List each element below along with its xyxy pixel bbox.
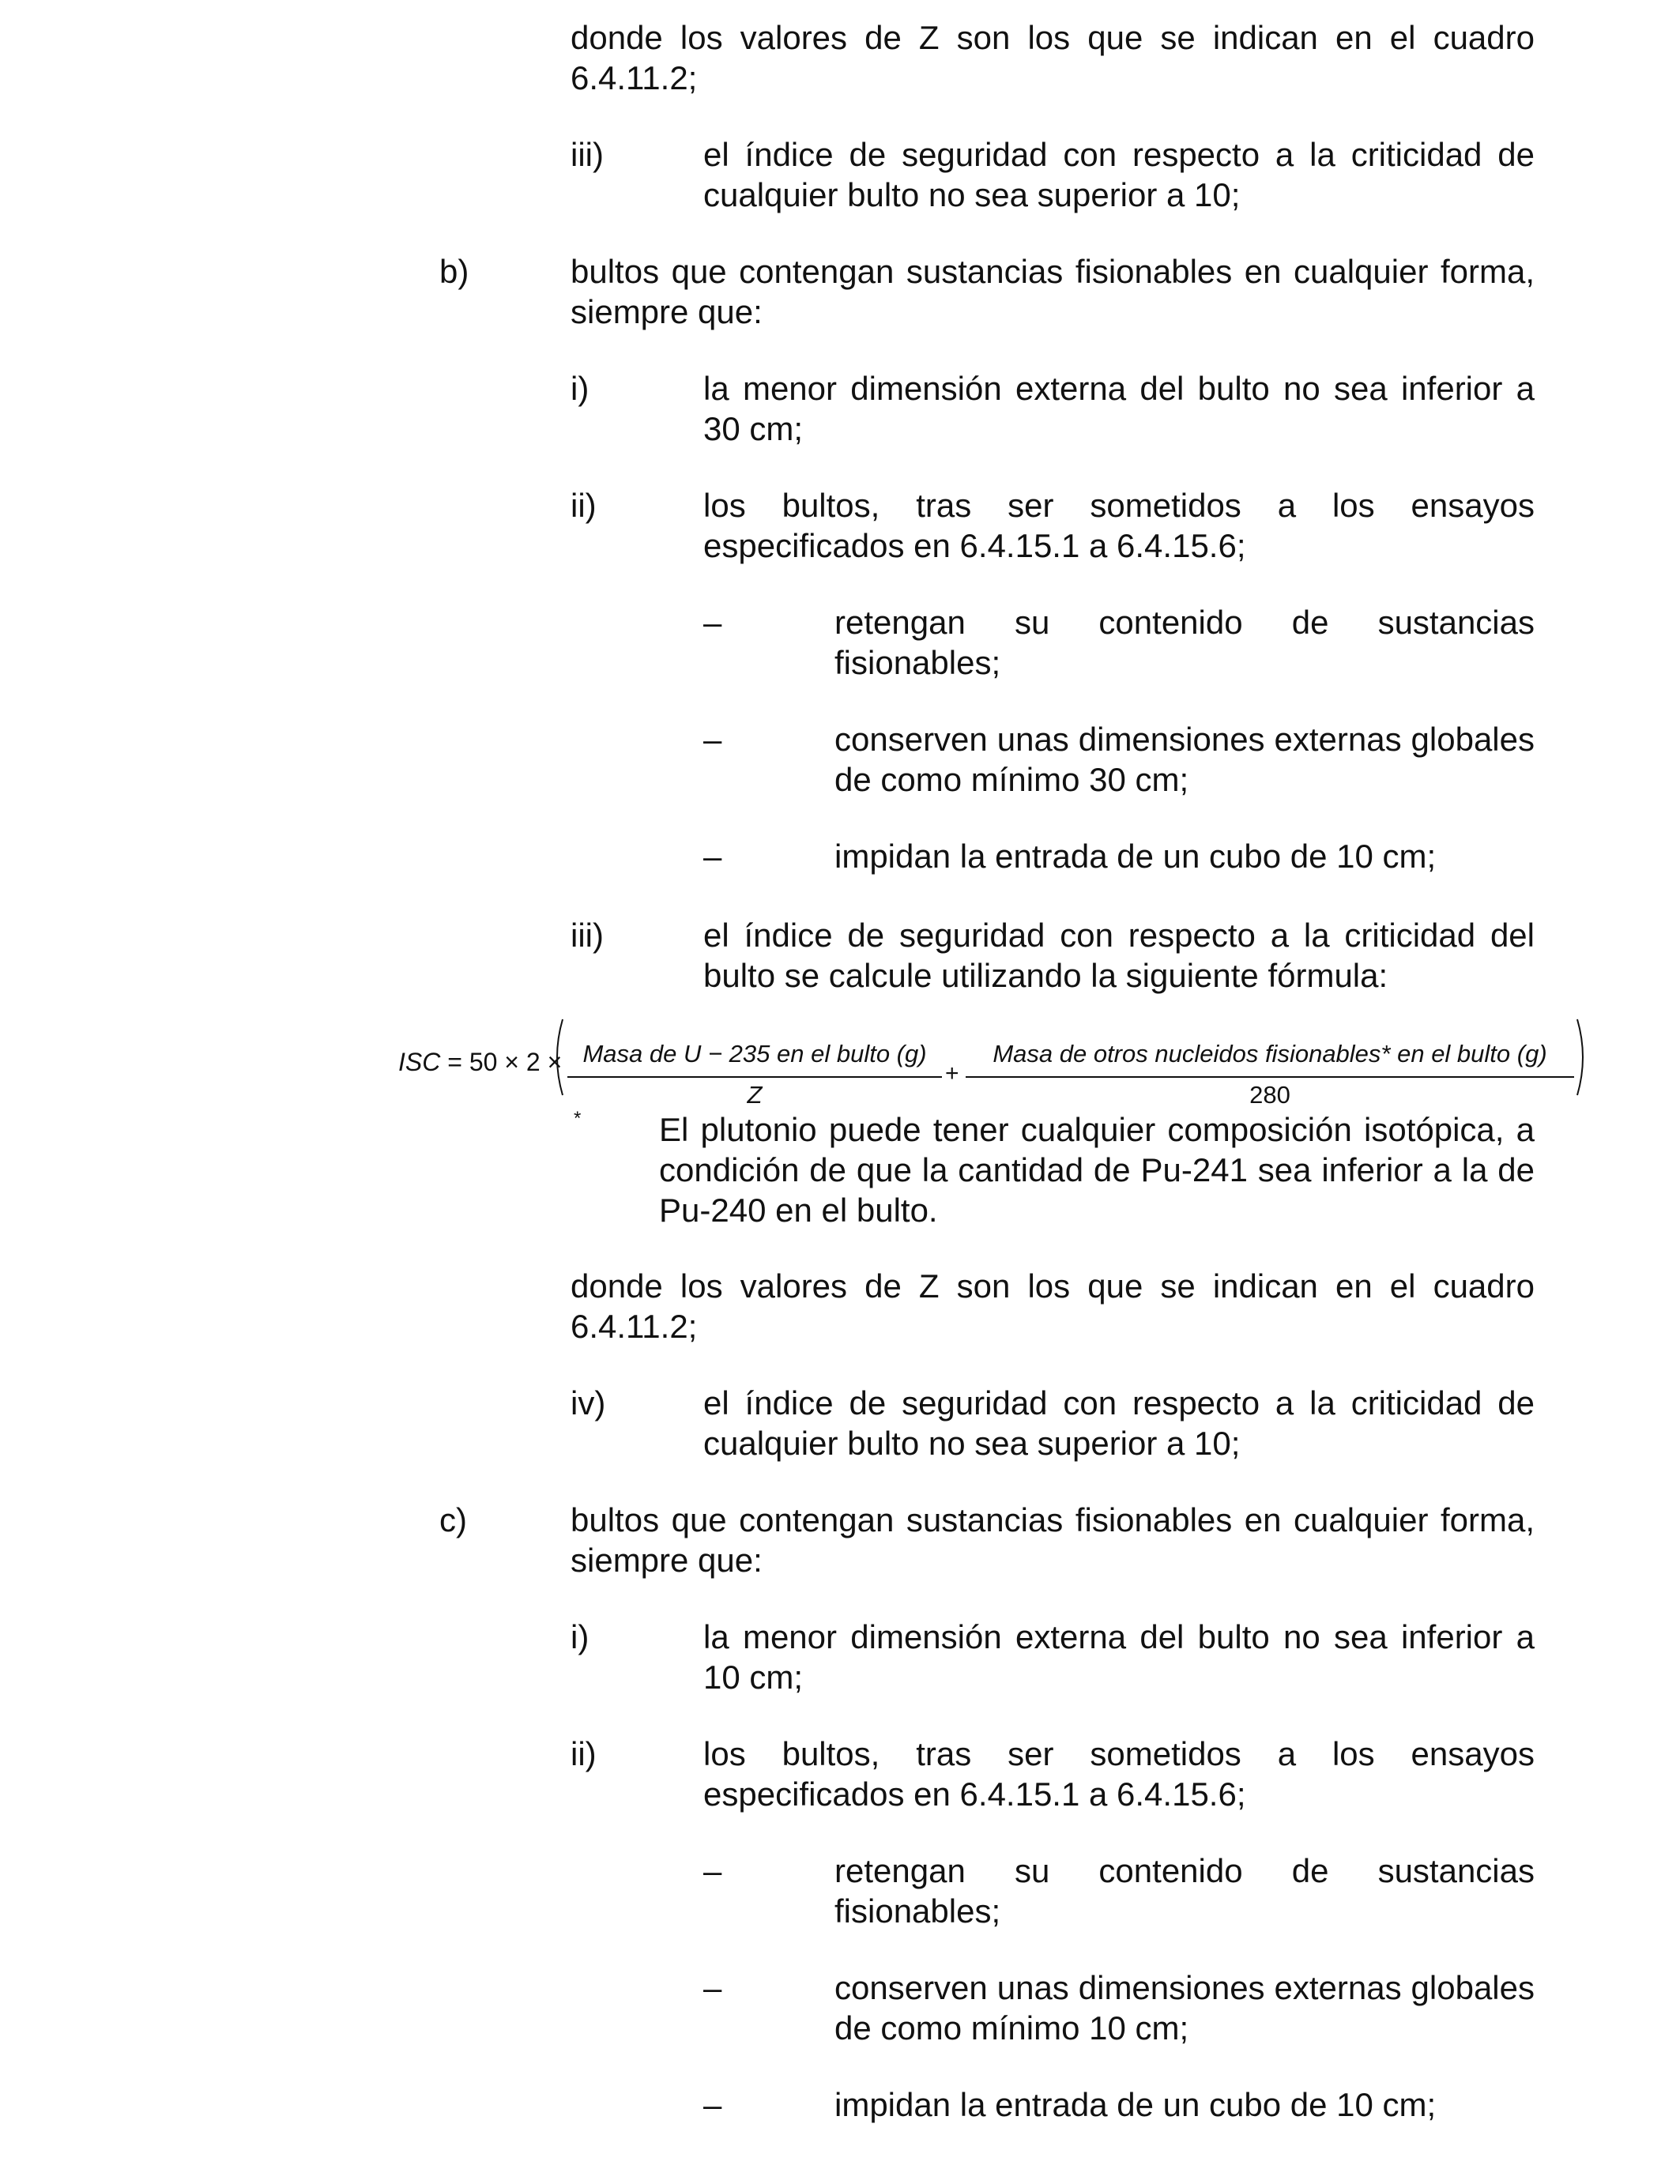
item-c-i-text: la menor dimensión externa del bulto no sea inferior a 10 cm; xyxy=(703,1618,1535,1696)
formula-denominator-1: Z xyxy=(747,1081,763,1109)
item-c-i-marker: i) xyxy=(571,1618,590,1655)
item-b-ii-marker: ii) xyxy=(571,487,597,524)
item-b-iv-marker: iv) xyxy=(571,1384,606,1421)
item-b-text: bultos que contengan sustancias fisionables en cualquier forma, siempre que: xyxy=(571,253,1535,330)
item-b-i-text: la menor dimensión externa del bulto no sea inferior a 30 cm; xyxy=(703,370,1535,447)
item-c-dash-3-marker: – xyxy=(703,2086,722,2123)
left-paren-icon xyxy=(550,1018,564,1097)
item-c-ii-text: los bultos, tras ser sometidos a los ensayos especificados en 6.4.15.1 a 6.4.15.6; xyxy=(703,1735,1535,1813)
item-c-marker: c) xyxy=(439,1501,467,1538)
item-b-iii-marker: iii) xyxy=(571,917,604,954)
fraction-bar-1 xyxy=(567,1076,942,1078)
footnote-text: El plutonio puede tener cualquier composición isotópica, a condición de que la cantidad de Pu-241 sea inferior a la de Pu-240 en el bulto. xyxy=(659,1111,1535,1229)
item-b-dash-3-text: impidan la entrada de un cubo de 10 cm; xyxy=(834,838,1437,875)
formula-lhs xyxy=(398,1048,562,1077)
item-b-dash-2-text: conserven unas dimensiones externas globales de como mínimo 30 cm; xyxy=(834,721,1535,798)
item-b-iv-text: el índice de seguridad con respecto a la criticidad de cualquier bulto no sea superior a 10; xyxy=(703,1384,1535,1462)
item-c-dash-1-marker: – xyxy=(703,1852,722,1889)
fraction-bar-2 xyxy=(966,1076,1574,1078)
formula-plus: + xyxy=(945,1060,959,1086)
formula-isc: ISC xyxy=(398,1048,441,1076)
paragraph-z-values-2: donde los valores de Z son los que se indican en el cuadro 6.4.11.2; xyxy=(571,1267,1535,1345)
item-b-dash-3-marker: – xyxy=(703,838,722,875)
item-b-marker: b) xyxy=(439,253,469,290)
item-b-iii-text: el índice de seguridad con respecto a la criticidad del bulto se calcule utilizando la siguiente fórmula: xyxy=(703,917,1535,994)
paragraph-z-values: donde los valores de Z son los que se indican en el cuadro 6.4.11.2; xyxy=(571,19,1535,96)
item-b-dash-2-marker: – xyxy=(703,721,722,758)
item-c-ii-marker: ii) xyxy=(571,1735,597,1772)
item-b-i-marker: i) xyxy=(571,370,590,407)
item-c-dash-2-marker: – xyxy=(703,1969,722,2006)
formula-factor: = 50 × 2 × xyxy=(447,1048,563,1076)
footnote-marker: * xyxy=(574,1108,582,1129)
formula-numerator-1: Masa de U − 235 en el bulto (g) xyxy=(582,1040,927,1068)
item-c-dash-3-text: impidan la entrada de un cubo de 10 cm; xyxy=(834,2086,1437,2123)
item-b-dash-1-text: retengan su contenido de sustancias fisionables; xyxy=(834,604,1535,681)
item-a-iii-text: el índice de seguridad con respecto a la criticidad de cualquier bulto no sea superior a 10; xyxy=(703,136,1535,213)
formula-denominator-2: 280 xyxy=(1249,1081,1290,1109)
item-c-dash-1-text: retengan su contenido de sustancias fisionables; xyxy=(834,1852,1535,1930)
item-c-dash-2-text: conserven unas dimensiones externas globales de como mínimo 10 cm; xyxy=(834,1969,1535,2047)
formula-numerator-2: Masa de otros nucleidos fisionables* en el bulto (g) xyxy=(993,1040,1547,1068)
item-b-dash-1-marker: – xyxy=(703,604,722,641)
item-b-ii-text: los bultos, tras ser sometidos a los ensayos especificados en 6.4.15.1 a 6.4.15.6; xyxy=(703,487,1535,564)
item-c-text: bultos que contengan sustancias fisionables en cualquier forma, siempre que: xyxy=(571,1501,1535,1579)
isc-formula xyxy=(398,1013,1599,1116)
item-a-iii-marker: iii) xyxy=(571,136,604,173)
right-paren-icon xyxy=(1576,1018,1590,1097)
